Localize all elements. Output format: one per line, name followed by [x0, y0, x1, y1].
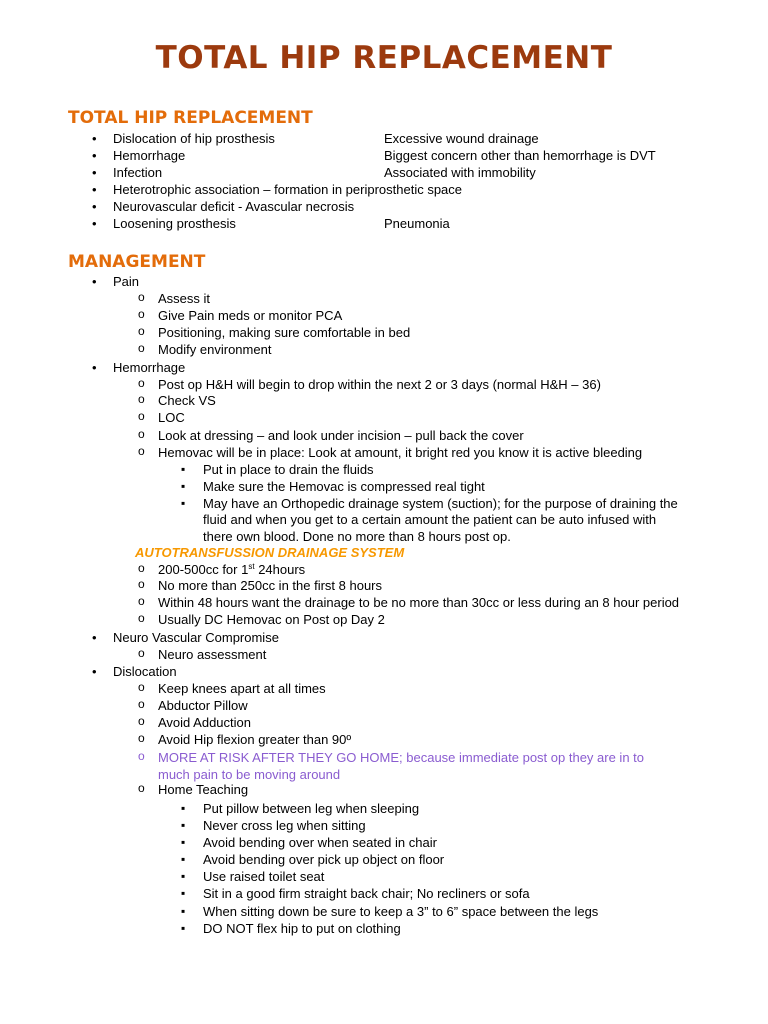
list-item: ▪ Avoid bending over when seated in chair — [203, 834, 437, 851]
list-item: ▪ Make sure the Hemovac is compressed real tight — [203, 478, 485, 495]
list-item: o Post op H&H will begin to drop within the next 2 or 3 days (normal H&H – 36) — [158, 376, 601, 393]
page-title: TOTAL HIP REPLACEMENT — [155, 40, 613, 76]
list-item-right: Pneumonia — [384, 216, 450, 231]
list-item: • Heterotrophic association – formation in periprosthetic space — [113, 181, 462, 198]
list-item: • Neurovascular deficit - Avascular necrosis — [113, 198, 354, 215]
list-item-dislocation: • Dislocation — [113, 663, 177, 680]
risk-warning-continued: much pain to be moving around — [158, 767, 341, 782]
list-item: ▪ May have an Orthopedic drainage system (suction); for the purpose of draining the — [203, 495, 678, 512]
autotransfusion-heading: AUTOTRANSFUSSION DRAINAGE SYSTEM — [135, 545, 405, 560]
list-item-right: Associated with immobility — [384, 165, 536, 180]
list-item: o LOC — [158, 409, 185, 426]
list-item-continued: there own blood. Done no more than 8 hours post op. — [203, 529, 511, 544]
list-item: o Positioning, making sure comfortable in bed — [158, 324, 410, 341]
list-item: o No more than 250cc in the first 8 hours — [158, 577, 382, 594]
list-item: o Keep knees apart at all times — [158, 680, 326, 697]
list-item: • Dislocation of hip prosthesis — [113, 130, 275, 147]
list-item-continued: fluid and when you get to a certain amount the patient can be auto infused with — [203, 512, 657, 527]
list-item: o Within 48 hours want the drainage to be no more than 30cc or less during an 8 hour period — [158, 594, 679, 611]
list-item: o Avoid Hip flexion greater than 90º — [158, 731, 351, 748]
section-heading-total-hip: TOTAL HIP REPLACEMENT — [68, 108, 313, 128]
list-item: ▪ Sit in a good firm straight back chair; No recliners or sofa — [203, 885, 530, 902]
list-item-right: Excessive wound drainage — [384, 131, 539, 146]
list-item: ▪ Never cross leg when sitting — [203, 817, 366, 834]
list-item: o 200-500cc for 1st 24hours — [158, 561, 305, 578]
list-item: • Infection — [113, 164, 162, 181]
list-item: o Modify environment — [158, 341, 271, 358]
list-item-neuro: • Neuro Vascular Compromise — [113, 629, 279, 646]
list-item: o Look at dressing – and look under incision – pull back the cover — [158, 427, 524, 444]
list-item: ▪ Put pillow between leg when sleeping — [203, 800, 419, 817]
risk-warning: o MORE AT RISK AFTER THEY GO HOME; because immediate post op they are in to — [158, 749, 644, 766]
list-item: o Hemovac will be in place: Look at amount, it bright red you know it is active bleeding — [158, 444, 642, 461]
section-heading-management: MANAGEMENT — [68, 252, 206, 272]
list-item: ▪ DO NOT flex hip to put on clothing — [203, 920, 401, 937]
list-item: o Check VS — [158, 392, 216, 409]
list-item: o Avoid Adduction — [158, 714, 251, 731]
list-item: o Give Pain meds or monitor PCA — [158, 307, 342, 324]
list-item-home-teaching: o Home Teaching — [158, 781, 248, 798]
list-item-right: Biggest concern other than hemorrhage is DVT — [384, 148, 656, 163]
list-item: o Abductor Pillow — [158, 697, 248, 714]
list-item: • Loosening prosthesis — [113, 215, 236, 232]
list-item: ▪ Use raised toilet seat — [203, 868, 324, 885]
list-item: o Usually DC Hemovac on Post op Day 2 — [158, 611, 385, 628]
list-item-pain: • Pain — [113, 273, 139, 290]
list-item: ▪ Avoid bending over pick up object on floor — [203, 851, 444, 868]
list-item: ▪ When sitting down be sure to keep a 3” to 6” space between the legs — [203, 903, 598, 920]
list-item: ▪ Put in place to drain the fluids — [203, 461, 374, 478]
list-item: • Hemorrhage — [113, 147, 185, 164]
list-item-hemorrhage: • Hemorrhage — [113, 359, 185, 376]
list-item: o Assess it — [158, 290, 210, 307]
list-item: o Neuro assessment — [158, 646, 266, 663]
